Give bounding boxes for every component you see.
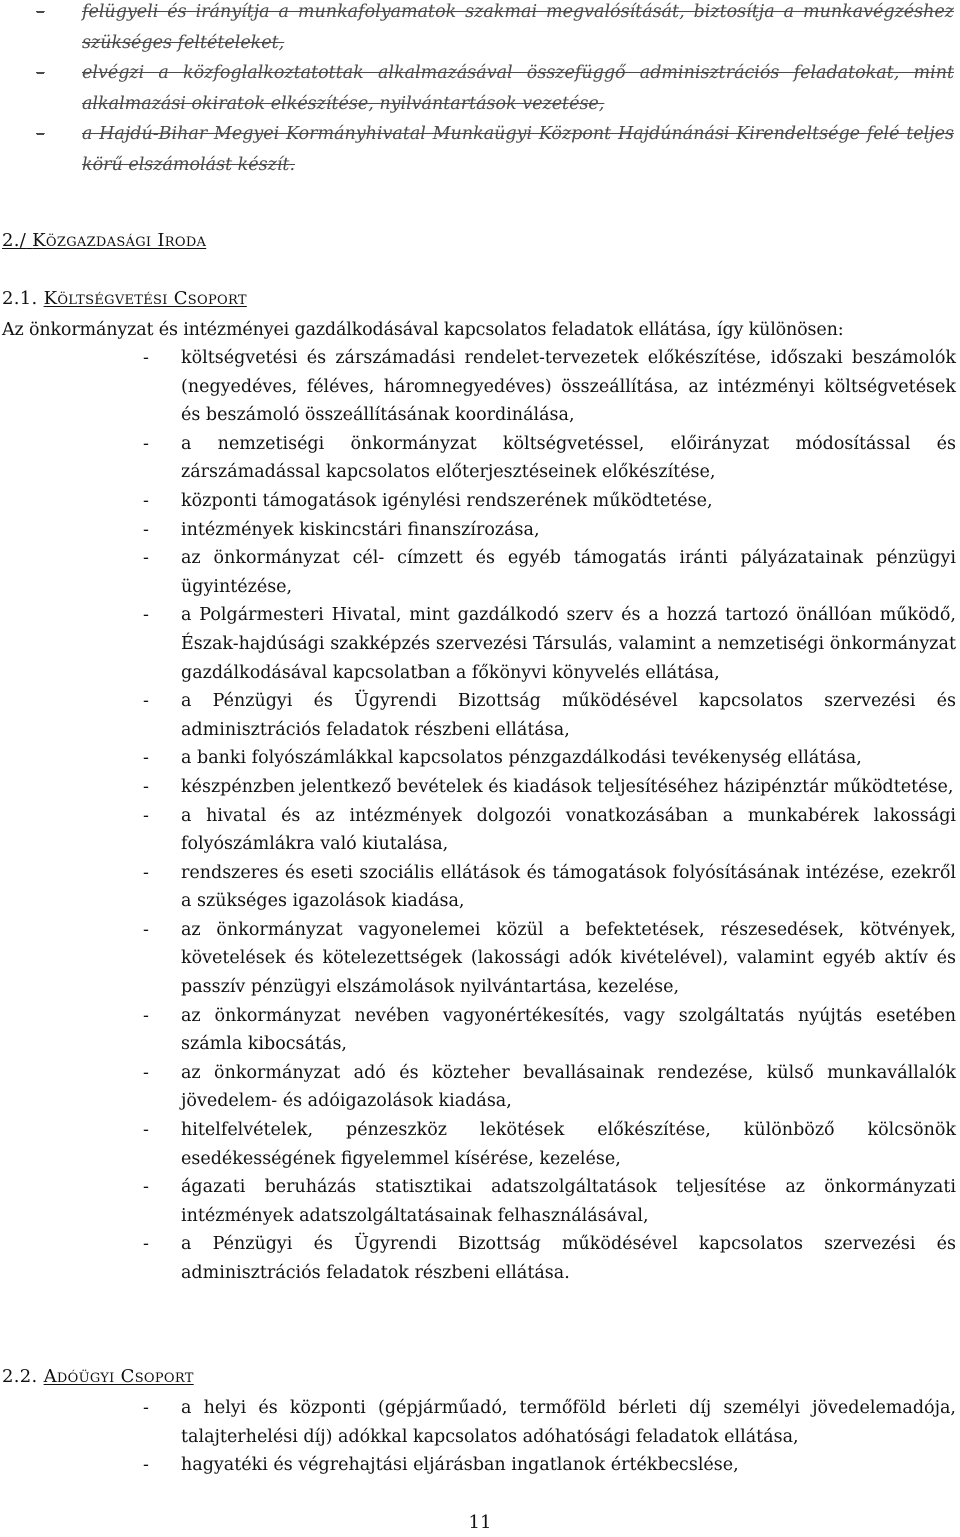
duty-list-item-text: a hivatal és az intézmények dolgozói vonatkozásában a munkabérek lakossági folyószámlákra való kiutalása, (181, 805, 956, 855)
duty-list-item-text: hitelfelvételek, pénzeszköz lekötések előkészítése, különböző kölcsönök esedékességének figyelemmel kísérése, kezelése, (181, 1120, 956, 1169)
list-bullet: - (143, 691, 149, 712)
list-bullet: - (143, 1234, 149, 1255)
duty-list-item (0, 1116, 960, 1173)
duty-list-item-text: az önkormányzat adó és közteher bevallásainak rendezése, külső munkavállalók jövedelem- és adóigazolások kiadása, (181, 1062, 956, 1112)
duty-list-item-text: készpénzben jelentkező bevételek és kiadások teljesítéséhez házipénztár működtetése, (181, 776, 954, 797)
list-bullet: - (143, 1455, 149, 1476)
duty-list-item-text: a banki folyószámlákkal kapcsolatos pénzgazdálkodási tevékenység ellátása, (181, 748, 862, 769)
duty-list-item-text: a Pénzügyi és Ügyrendi Bizottság működésével kapcsolatos szervezési és adminisztrációs feladatok részbeni ellátása. (181, 1234, 956, 1283)
budget-duty-list (0, 344, 960, 1288)
duty-list-item (0, 544, 960, 601)
duty-list-item-text: az önkormányzat cél- címzett és egyéb támogatás iránti pályázatainak pénzügyi ügyintézése, (181, 548, 956, 597)
list-dash: – (36, 124, 45, 145)
list-bullet: - (143, 919, 149, 940)
duty-list-item (0, 916, 960, 1002)
duty-list-item-text: a nemzetiségi önkormányzat költségvetéssel, előirányzat módosítással és zárszámadással kapcsolatos előterjesztéseinek előkészítése, (181, 433, 956, 483)
list-dash: – (36, 2, 45, 22)
struck-duty-list (0, 0, 960, 181)
duty-list-item-text: a Pénzügyi és Ügyrendi Bizottság működésével kapcsolatos szervezési és adminisztrációs feladatok részbeni ellátása, (181, 691, 956, 740)
office-heading (2, 230, 206, 251)
list-bullet: - (143, 748, 149, 769)
list-dash: – (36, 63, 45, 84)
tax-group-heading-number: 2.2. (2, 1366, 38, 1387)
list-bullet: - (143, 433, 149, 454)
page-number: 11 (468, 1512, 492, 1533)
duty-list-item (0, 1059, 960, 1116)
list-bullet: - (143, 548, 149, 569)
struck-list-item (0, 119, 960, 180)
tax-duty-list (0, 1394, 960, 1480)
struck-list-item-text: felügyeli és irányítja a munkafolyamatok szakmai megvalósítását, biztosítja a munkavégzéshez szükséges feltételeket, (82, 2, 954, 53)
struck-list-item (0, 58, 960, 119)
duty-list-item (0, 1002, 960, 1059)
duty-list-item-text: a helyi és központi (gépjárműadó, termőföld bérleti díj személyi jövedelemadója, talajterhelési díj) adókkal kapcsolatos adóhatósági feladatok ellátása, (181, 1398, 956, 1447)
office-heading-number: 2./ (2, 230, 27, 251)
duty-list-item (0, 344, 960, 430)
list-bullet: - (143, 1177, 149, 1198)
list-bullet: - (143, 805, 149, 826)
list-bullet: - (143, 519, 149, 540)
budget-group-heading (2, 288, 247, 309)
office-heading-title: Közgazdasági Iroda (32, 230, 207, 251)
duty-list-item (0, 744, 960, 773)
duty-list-item (0, 487, 960, 516)
struck-list-item-text: a Hajdú-Bihar Megyei Kormányhivatal Munkaügyi Központ Hajdúnánási Kirendeltsége felé teljes körű elszámolást készít. (82, 124, 954, 175)
list-bullet: - (143, 1398, 149, 1418)
duty-list-item-text: az önkormányzat vagyonelemei közül a befektetések, részesedések, kötvények, követelések és kötelezettségek (lakossági adók kivételével), valamint egyéb aktív és passzív pénzügyi elszámolások nyilvántartása, kezelése, (181, 919, 956, 998)
duty-list-item-text: ágazati beruházás statisztikai adatszolgáltatások teljesítése az önkormányzati intézmények adatszolgáltatásainak felhasználásával, (181, 1177, 956, 1226)
duty-list-item (0, 601, 960, 687)
duty-list-item (0, 773, 960, 802)
duty-list-item-text: központi támogatások igénylési rendszerének működtetése, (181, 490, 713, 511)
list-bullet: - (143, 1062, 149, 1083)
struck-list-item-text: elvégzi a közfoglalkoztatottak alkalmazásával összefüggő adminisztrációs feladatokat, mint alkalmazási okiratok elkészítése, nyilvántartások vezetése, (82, 63, 954, 114)
duty-list-item (0, 1451, 960, 1480)
duty-list-item-text: költségvetési és zárszámadási rendelet-tervezetek előkészítése, időszaki beszámolók (negyedéves, féléves, háromnegyedéves) összeállítása, az intézményi költségvetések és beszámoló összeállításának koordinálása, (181, 348, 956, 426)
duty-list-item (0, 1173, 960, 1230)
duty-list-item-text: hagyatéki és végrehajtási eljárásban ingatlanok értékbecslése, (181, 1455, 739, 1476)
duty-list-item (0, 1394, 960, 1451)
list-bullet: - (143, 1120, 149, 1141)
duty-list-item (0, 516, 960, 545)
duty-list-item-text: az önkormányzat nevében vagyonértékesítés, vagy szolgáltatás nyújtás esetében számla kibocsátás, (181, 1005, 956, 1055)
list-bullet: - (143, 348, 149, 368)
tax-group-heading-title: Adóügyi Csoport (43, 1366, 194, 1387)
struck-list-item (0, 0, 960, 58)
duty-list-item (0, 802, 960, 859)
list-bullet: - (143, 605, 149, 626)
duty-list-item (0, 687, 960, 744)
list-bullet: - (143, 1005, 149, 1026)
duty-list-item (0, 859, 960, 916)
duty-list-item (0, 430, 960, 487)
duty-list-item (0, 1230, 960, 1287)
list-bullet: - (143, 490, 149, 511)
duty-list-item-text: rendszeres és eseti szociális ellátások és támogatások folyósításának intézése, ezekről a szükséges igazolások kiadása, (181, 862, 956, 912)
budget-group-intro: Az önkormányzat és intézményei gazdálkodásával kapcsolatos feladatok ellátása, így különösen: (2, 320, 844, 340)
duty-list-item-text: a Polgármesteri Hivatal, mint gazdálkodó szerv és a hozzá tartozó önállóan működő, Észak-hajdúsági szakképzés szervezési Társulás, valamint a nemzetiségi önkormányzat gazdálkodásával kapcsolatban a főkönyvi könyvelés ellátása, (181, 605, 956, 683)
duty-list-item-text: intézmények kiskincstári finanszírozása, (181, 519, 540, 540)
list-bullet: - (143, 776, 149, 797)
list-bullet: - (143, 862, 149, 883)
tax-group-heading (2, 1366, 194, 1387)
budget-group-heading-title: Költségvetési Csoport (43, 288, 247, 309)
budget-group-heading-number: 2.1. (2, 288, 38, 309)
